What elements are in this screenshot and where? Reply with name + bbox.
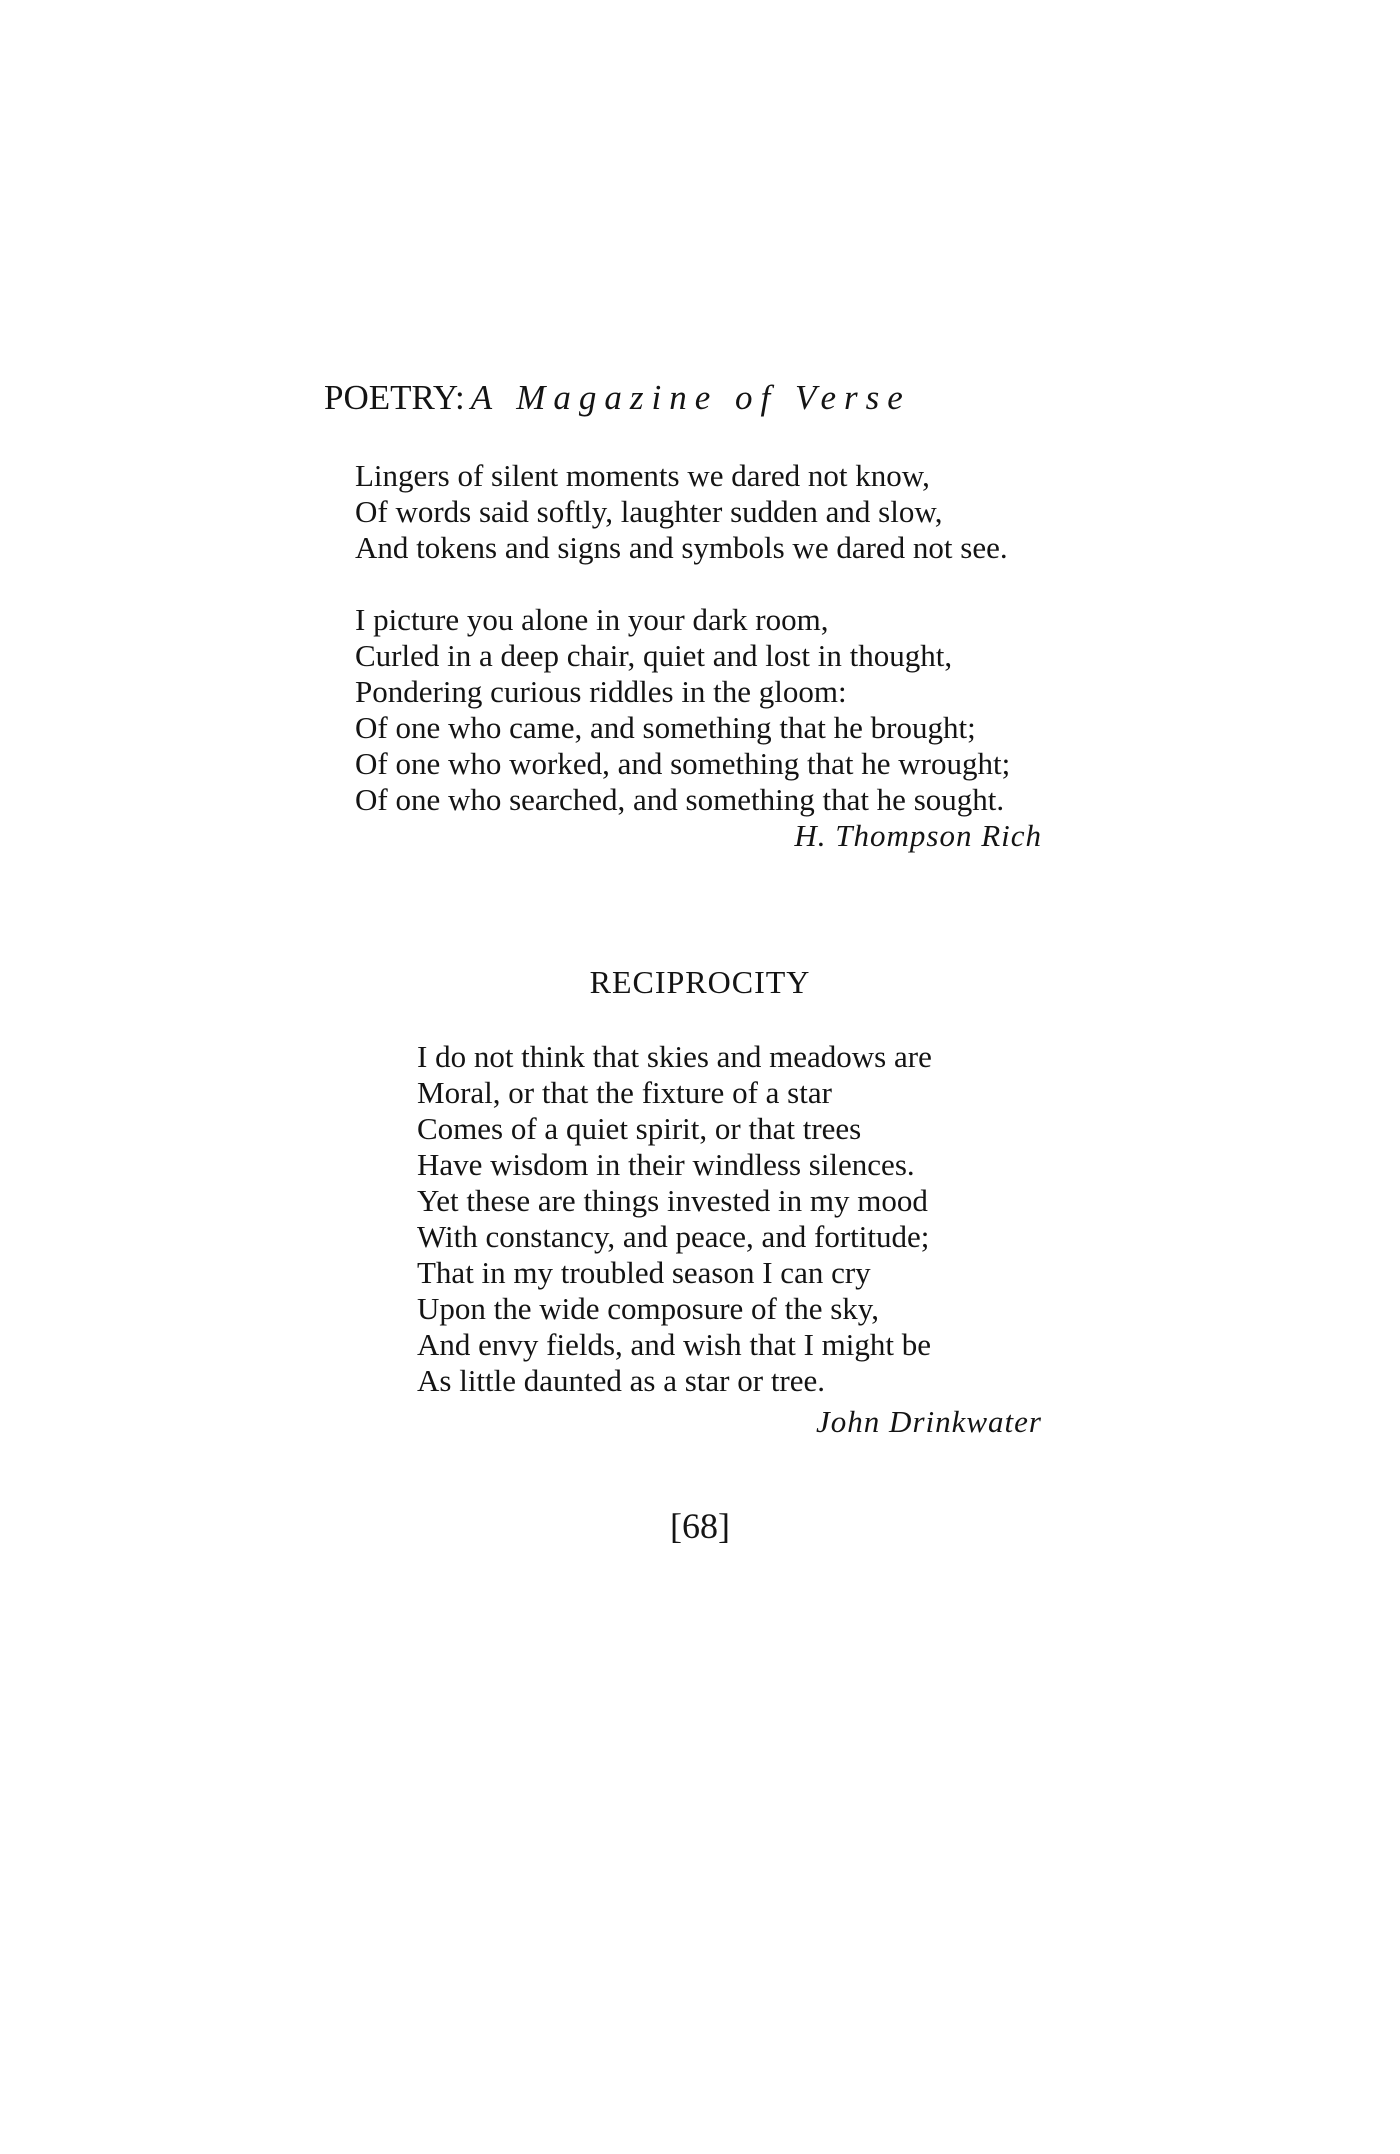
poem-line: Of one who searched, and something that he sought. xyxy=(355,782,1005,817)
poem-line: Pondering curious riddles in the gloom: xyxy=(355,674,847,709)
poem-line: And tokens and signs and symbols we dared not see. xyxy=(355,530,1008,565)
poem-line: Lingers of silent moments we dared not know, xyxy=(355,458,930,493)
poem-line: Comes of a quiet spirit, or that trees xyxy=(417,1111,862,1146)
poem-line: I picture you alone in your dark room, xyxy=(355,602,829,637)
poem-line: That in my troubled season I can cry xyxy=(417,1255,871,1290)
journal-name: POETRY: xyxy=(324,378,465,417)
poem-line: And envy fields, and wish that I might be xyxy=(417,1327,931,1362)
poem-line: As little daunted as a star or tree. xyxy=(417,1363,826,1398)
running-head xyxy=(324,372,911,424)
poem-1-author: H. Thompson Rich xyxy=(794,818,1042,853)
poem-1-stanza-2 xyxy=(355,602,1010,818)
poem-line: Have wisdom in their windless silences. xyxy=(417,1147,915,1182)
poem-line: Of one who came, and something that he brought; xyxy=(355,710,976,745)
journal-subtitle: A Magazine of Verse xyxy=(470,378,911,417)
poem-2-body xyxy=(417,1039,932,1399)
poem-1-stanza-1 xyxy=(355,458,1008,566)
poem-line: Upon the wide composure of the sky, xyxy=(417,1291,880,1326)
poem-line: With constancy, and peace, and fortitude; xyxy=(417,1219,930,1254)
poem-line: Curled in a deep chair, quiet and lost in thought, xyxy=(355,638,953,673)
poem-line: Of one who worked, and something that he wrought; xyxy=(355,746,1011,781)
poem-line: Moral, or that the fixture of a star xyxy=(417,1075,832,1110)
poem-line: Of words said softly, laughter sudden and slow, xyxy=(355,494,943,529)
poem-2-author: John Drinkwater xyxy=(816,1404,1042,1439)
page-number: [68] xyxy=(670,1506,730,1546)
poem-line: Yet these are things invested in my mood xyxy=(417,1183,928,1218)
poem-line: I do not think that skies and meadows are xyxy=(417,1039,932,1074)
poem-2-title: RECIPROCITY xyxy=(589,964,811,1000)
